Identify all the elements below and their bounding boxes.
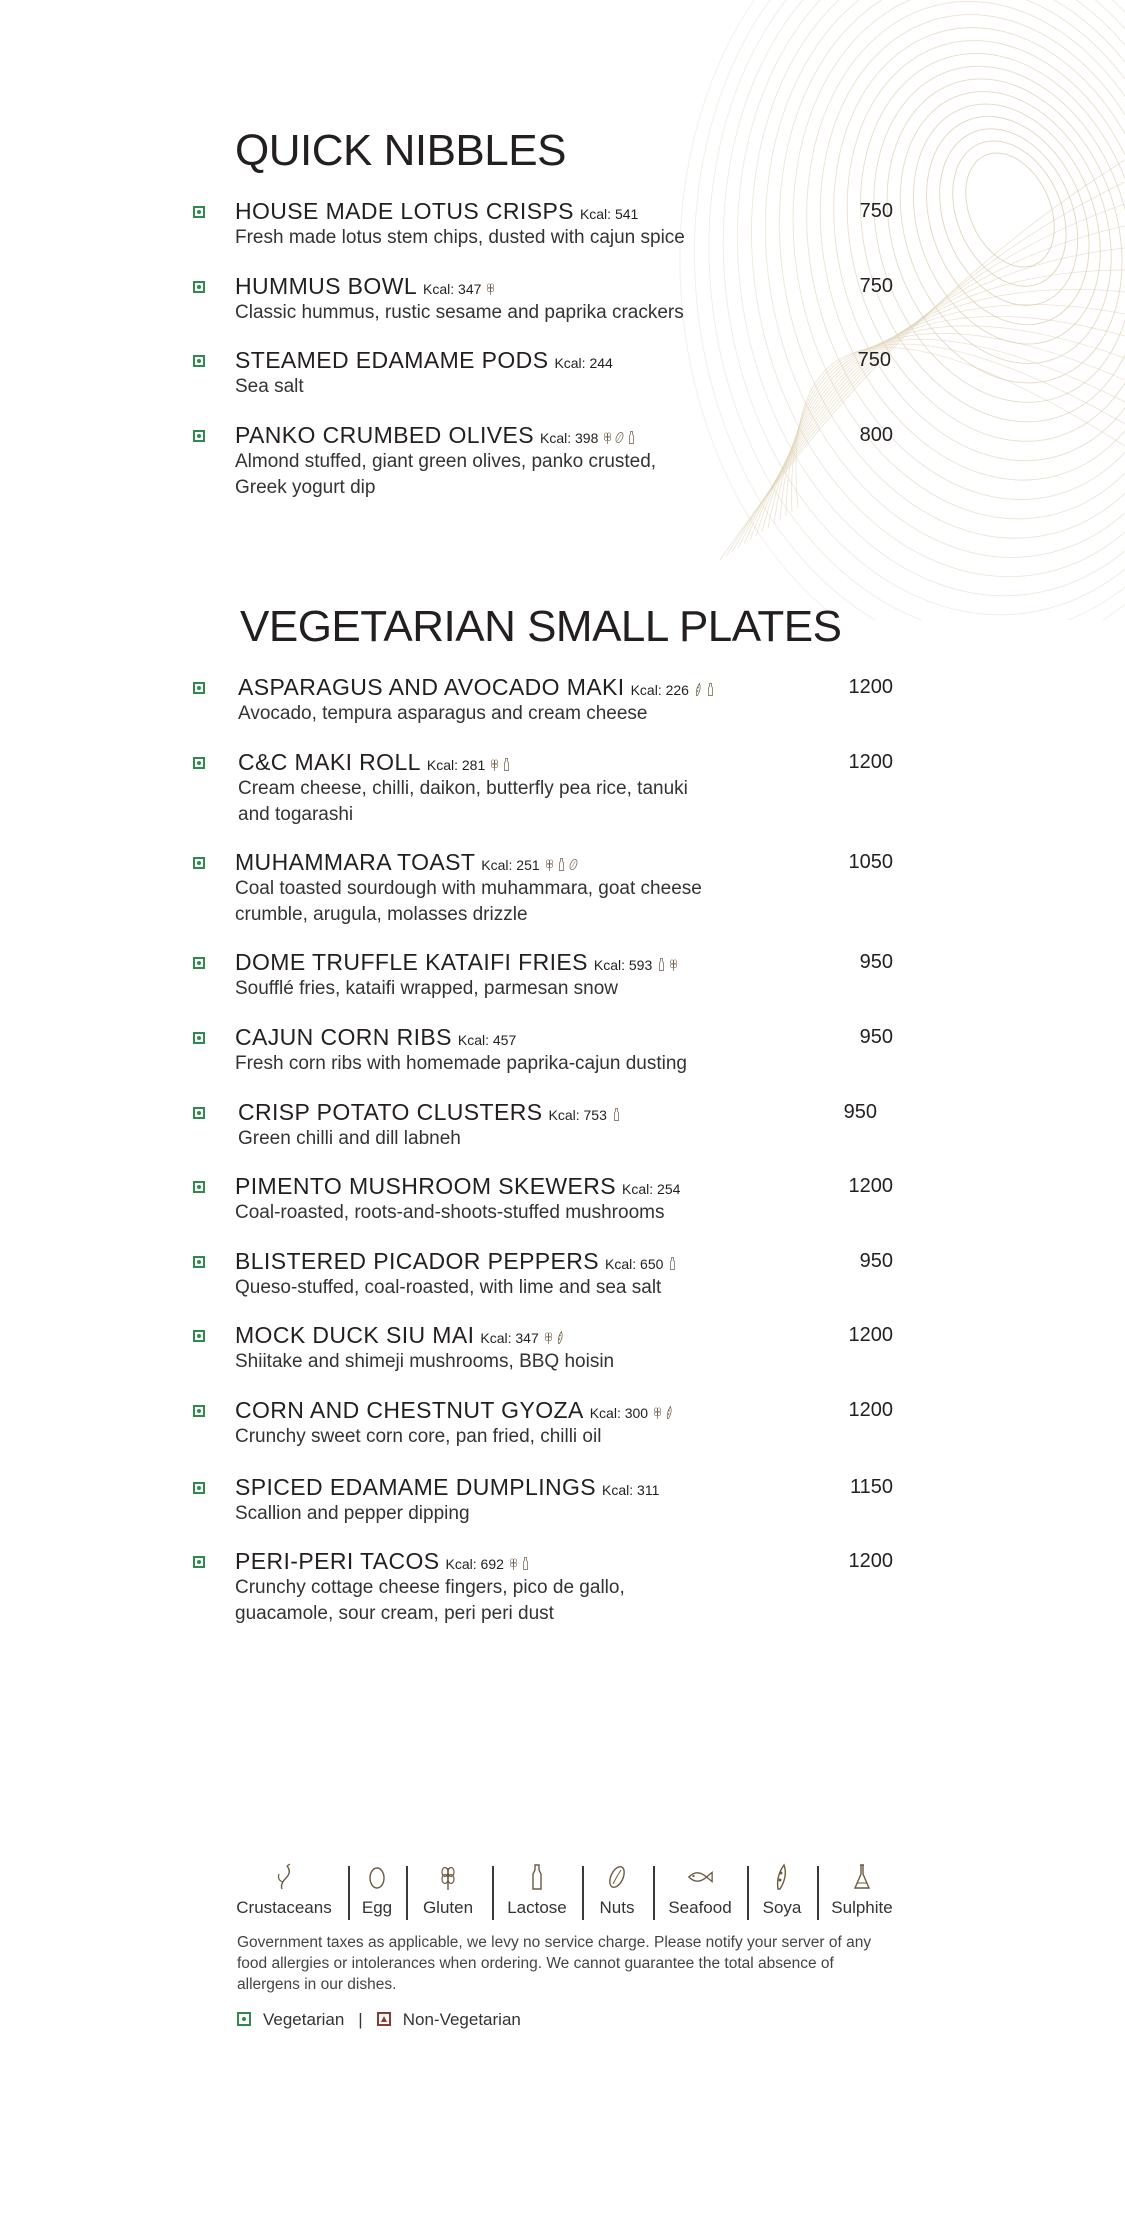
vegetarian-mark-icon [193,757,205,769]
item-name: CRISP POTATO CLUSTERS [238,1099,543,1125]
lactose-icon [705,680,716,706]
contour-line [914,107,1104,326]
contour-line [897,92,1119,349]
crustaceans-icon [234,1862,334,1892]
item-price: 750 [859,275,893,297]
nuts-icon [567,1862,667,1892]
item-name: HUMMUS BOWL [235,273,418,299]
vegetarian-mark-icon [193,682,205,694]
contour-line [732,0,1125,575]
legend-divider [406,1866,408,1920]
item-kcal: Kcal: 753 [548,1107,607,1123]
item-kcal: Kcal: 593 [593,957,653,973]
contour-line [880,77,1125,372]
allergen-legend-item [487,1862,587,1918]
allergen-label: Crustaceans [236,1898,332,1917]
contour-line [707,0,1125,611]
item-name: BLISTERED PICADOR PEPPERS [235,1248,600,1274]
item-price: 1150 [849,1476,893,1498]
allergen-legend-item [327,1862,427,1918]
item-name: MUHAMMARA TOAST [235,849,476,875]
item-allergens [693,680,716,706]
vegetarian-mark-icon [237,2012,251,2026]
item-price: 800 [859,424,893,446]
seafood-icon [650,1862,750,1892]
sulphite-icon [812,1862,912,1892]
item-description: Crunchy sweet corn core, pan fried, chilli oil [235,1426,602,1447]
item-description: Almond stuffed, giant green olives, panko crusted, [235,451,657,472]
contour-line [745,0,1125,556]
vegetarian-mark-icon [193,1032,205,1044]
item-kcal: Kcal: 541 [579,206,639,222]
item-name: MOCK DUCK SIU MAI [235,1322,475,1348]
allergen-label: Soya [762,1898,802,1917]
item-name: PERI-PERI TACOS [235,1548,440,1574]
item-kcal: Kcal: 650 [605,1256,664,1272]
contour-line [663,0,1125,620]
contour-line [684,0,1125,620]
contour-line [732,204,1125,552]
item-description: Shiitake and shimeji mushrooms, BBQ hoisin [235,1351,615,1372]
item-price: 950 [843,1101,877,1123]
legend-divider [582,1866,584,1920]
item-name: CAJUN CORN RIBS [235,1024,452,1050]
item-description: Green chilli and dill labneh [238,1128,461,1149]
item-allergens [611,1105,622,1131]
item-kcal: Kcal: 300 [589,1405,649,1421]
contour-line [817,18,1125,457]
contour-line [654,0,1125,620]
item-title-line [235,347,613,377]
vegetarian-mark-icon [193,957,205,969]
item-allergens [656,955,679,981]
contour-line [674,0,1125,620]
section-title-quick-nibbles: QUICK NIBBLES [235,126,566,175]
item-description: Cream cheese, chilli, daikon, butterfly pea rice, tanuki [238,778,688,799]
gluten-icon [668,955,679,981]
item-allergens [652,1403,675,1429]
item-description: Queso-stuffed, coal-roasted, with lime and sea salt [235,1277,662,1298]
legend-divider [653,1866,655,1920]
vegetarian-mark-icon [193,1330,205,1342]
vegetarian-mark-icon [193,430,205,442]
allergen-label: Gluten [422,1898,474,1917]
contour-line [832,32,1125,436]
legend-divider [348,1866,350,1920]
item-price: 950 [859,1250,893,1272]
contour-line [762,304,1125,532]
item-description: Greek yogurt dip [235,477,376,498]
allergen-legend-item [812,1862,912,1918]
item-name: PANKO CRUMBED OLIVES [235,422,534,448]
contour-line [948,139,1071,282]
vegetarian-label: Vegetarian [263,2010,345,2029]
allergen-label: Egg [361,1898,393,1917]
item-kcal: Kcal: 347 [480,1330,539,1346]
item-price: 1200 [848,751,893,773]
lactose-icon [656,955,667,981]
item-description: Scallion and pepper dipping [235,1503,470,1524]
allergen-legend-item [234,1862,334,1918]
item-title-line [235,1474,659,1504]
contour-line [726,182,1125,556]
item-title-line [235,1173,680,1203]
item-kcal: Kcal: 457 [457,1032,517,1048]
item-name: HOUSE MADE LOTUS CRISPS [235,198,574,224]
vegetarian-mark-icon [193,1256,205,1268]
item-description: Fresh made lotus stem chips, dusted with cajun spice [235,227,685,248]
item-kcal: Kcal: 692 [445,1556,504,1572]
item-kcal: Kcal: 226 [630,682,689,698]
item-allergens [667,1254,678,1280]
item-kcal: Kcal: 398 [539,430,599,446]
item-description: Fresh corn ribs with homemade paprika-cajun dusting [235,1053,687,1074]
legend-divider [747,1866,749,1920]
contour-line [738,226,1125,548]
item-description: Sea salt [235,376,304,397]
vegetarian-mark-icon [193,281,205,293]
vegetarian-mark-icon [193,1107,205,1119]
item-title-line [235,1024,516,1054]
contour-line [750,270,1125,540]
item-kcal: Kcal: 347 [423,281,482,297]
item-name: SPICED EDAMAME DUMPLINGS [235,1474,597,1500]
contour-line [720,0,1125,593]
soya-icon [693,680,704,706]
vegetarian-mark-icon [193,1482,205,1494]
item-price: 1200 [848,676,893,698]
lactose-icon [611,1105,622,1131]
legend-divider [817,1866,819,1920]
non-vegetarian-mark-icon [377,2012,391,2026]
legend-divider [492,1866,494,1920]
item-name: C&C MAKI ROLL [238,749,421,775]
allergen-legend-item [398,1862,498,1918]
vegetarian-mark-icon [193,857,205,869]
item-kcal: Kcal: 281 [426,757,486,773]
item-kcal: Kcal: 251 [481,857,540,873]
gluten-icon [652,1403,663,1429]
item-name: CORN AND CHESTNUT GYOZA [235,1397,584,1423]
item-price: 750 [859,200,893,222]
gluten-icon [398,1862,498,1892]
item-description: Coal-roasted, roots-and-shoots-stuffed mushrooms [235,1202,665,1223]
item-description: guacamole, sour cream, peri peri dust [235,1603,554,1624]
item-price: 1200 [848,1550,893,1572]
vegetarian-mark-icon [193,206,205,218]
diet-legend [237,2010,521,2030]
item-kcal: Kcal: 244 [554,355,613,371]
soya-icon [664,1403,675,1429]
allergen-label: Sulphite [831,1898,893,1917]
egg-icon [327,1862,427,1892]
item-description: Soufflé fries, kataifi wrapped, parmesan snow [235,978,619,999]
contour-line [720,160,1125,560]
allergen-legend-item [567,1862,667,1918]
contour-line [756,289,1125,536]
item-name: PIMENTO MUSHROOM SKEWERS [235,1173,617,1199]
contour-line [802,4,1125,478]
item-price: 950 [859,951,893,973]
legend-separator: | [358,2010,363,2029]
item-name: ASPARAGUS AND AVOCADO MAKI [238,674,625,700]
item-kcal: Kcal: 254 [622,1181,681,1197]
item-price: 950 [859,1026,893,1048]
allergen-label: Nuts [599,1898,635,1917]
allergen-label: Lactose [507,1898,567,1917]
item-description: Crunchy cottage cheese fingers, pico de gallo, [235,1577,625,1598]
item-title-line [235,198,638,228]
lactose-icon [487,1862,587,1892]
vegetarian-mark-icon [193,1181,205,1193]
item-description: Coal toasted sourdough with muhammara, goat cheese [235,878,702,899]
item-price: 750 [857,349,891,371]
non-vegetarian-label: Non-Vegetarian [402,2010,521,2029]
item-description: crumble, arugula, molasses drizzle [235,904,528,925]
item-price: 1200 [848,1399,893,1421]
item-price: 1050 [848,851,893,873]
item-kcal: Kcal: 311 [602,1482,660,1498]
vegetarian-mark-icon [193,1556,205,1568]
contour-line [744,248,1125,544]
vegetarian-mark-icon [193,355,205,367]
allergen-legend-item [650,1862,750,1918]
contour-line [864,62,1125,394]
contour-line [696,0,1125,620]
footnote-text: Government taxes as applicable, we levy no service charge. Please notify your server of any food allergies or intolerances when ordering. We cannot guarantee the total absence of allergens in our dishes. [237,1934,872,1993]
item-name: DOME TRUFFLE KATAIFI FRIES [235,949,588,975]
vegetarian-mark-icon [193,1405,205,1417]
lactose-icon [667,1254,678,1280]
item-description: Avocado, tempura asparagus and cream cheese [238,703,648,724]
soya-icon [732,1862,832,1892]
contour-line [931,123,1088,304]
contour-line [759,0,1125,537]
item-price: 1200 [848,1324,893,1346]
item-name: STEAMED EDAMAME PODS [235,347,549,373]
allergen-label: Seafood [668,1898,732,1917]
section-title-vegetarian-small-plates: VEGETARIAN SMALL PLATES [240,602,842,651]
item-price: 1200 [848,1175,893,1197]
allergen-legend-item [732,1862,832,1918]
item-description: and togarashi [238,804,354,825]
item-description: Classic hummus, rustic sesame and paprika crackers [235,302,684,323]
